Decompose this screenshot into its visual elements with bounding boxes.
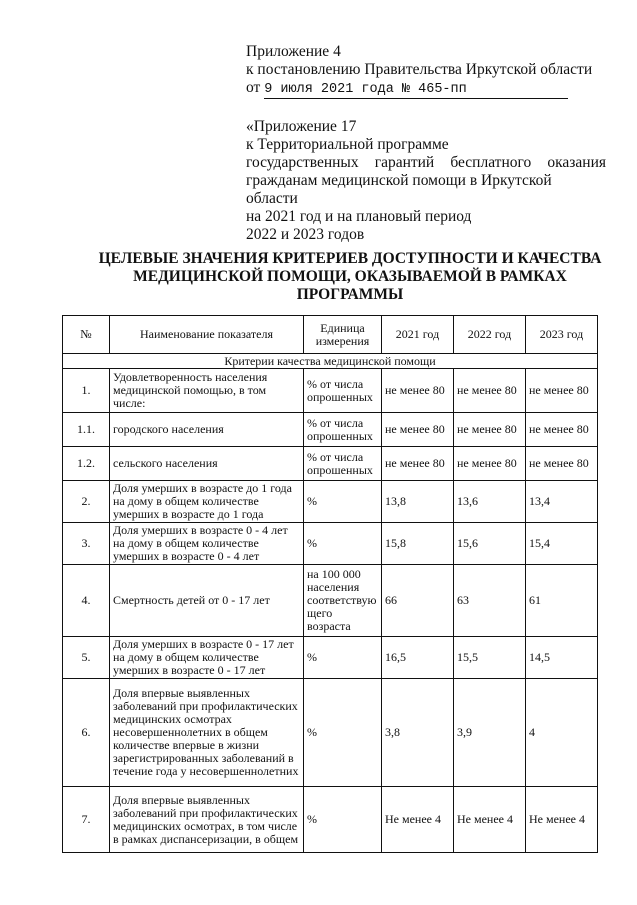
row-num: 3. (63, 523, 110, 565)
appendix-4-header (246, 43, 596, 99)
title-line1: ЦЕЛЕВЫЕ ЗНАЧЕНИЯ КРИТЕРИЕВ ДОСТУПНОСТИ И КАЧЕСТВА (98, 250, 602, 267)
row-unit: % от числа опрошенных (304, 369, 382, 413)
row-2022: Не менее 4 (454, 787, 526, 853)
row-2023: 4 (526, 679, 598, 787)
row-unit: % (304, 481, 382, 523)
title-line2: МЕДИЦИНСКОЙ ПОМОЩИ, ОКАЗЫВАЕМОЙ В РАМКАХ (133, 268, 567, 285)
row-2022: 63 (454, 565, 526, 637)
row-name: сельского населения (110, 447, 304, 481)
header-2023: 2023 год (526, 316, 598, 354)
table-row (63, 481, 598, 523)
row-num: 1.1. (63, 413, 110, 447)
appendix-resolution: к постановлению Правительства Иркутской области (246, 61, 593, 78)
table-row (63, 787, 598, 853)
header-2021: 2021 год (382, 316, 454, 354)
row-name: Доля впервые выявленных заболеваний при профилактических медицинских осмотрах, в том числе в рамках диспансеризации, в общем (110, 787, 304, 853)
row-2021: 3,8 (382, 679, 454, 787)
row-name: Доля впервые выявленных заболеваний при профилактических медицинских осмотрах несовершеннолетних в общем количестве впервые в жизни зарегистрированных заболеваний в течение года у несовершеннолетних (110, 679, 304, 787)
row-unit: % (304, 679, 382, 787)
row-2022: 13,6 (454, 481, 526, 523)
header-2022: 2022 год (454, 316, 526, 354)
appendix17-line4: гражданам медицинской помощи в Иркутской области (246, 172, 552, 207)
row-unit: % от числа опрошенных (304, 447, 382, 481)
row-name: Смертность детей от 0 - 17 лет (110, 565, 304, 637)
table-row (63, 413, 598, 447)
criteria-table (62, 315, 598, 853)
row-2023: не менее 80 (526, 413, 598, 447)
appendix-17-header (246, 118, 606, 244)
row-2022: не менее 80 (454, 413, 526, 447)
appendix-date-value: 9 июля 2021 года № 465-пп (264, 82, 568, 99)
section-row (63, 354, 598, 369)
row-name: Удовлетворенность населения медицинской помощью, в том числе: (110, 369, 304, 413)
row-unit: на 100 000 населения соответствую щего возраста (304, 565, 382, 637)
row-2021: 13,8 (382, 481, 454, 523)
header-num: № (63, 316, 110, 354)
row-unit: % (304, 787, 382, 853)
header-unit: Единица измерения (304, 316, 382, 354)
row-2022: 15,6 (454, 523, 526, 565)
row-2023: 61 (526, 565, 598, 637)
appendix17-line2: к Территориальной программе (246, 136, 449, 153)
table-row (63, 447, 598, 481)
appendix17-line5: на 2021 год и на плановый период (246, 208, 472, 225)
table-header-row (63, 316, 598, 354)
row-2021: 16,5 (382, 637, 454, 679)
header-name: Наименование показателя (110, 316, 304, 354)
table-row (63, 637, 598, 679)
row-2021: 66 (382, 565, 454, 637)
appendix17-line1: «Приложение 17 (246, 118, 357, 135)
row-2022: 3,9 (454, 679, 526, 787)
appendix17-line6: 2022 и 2023 годов (246, 226, 365, 243)
row-2021: Не менее 4 (382, 787, 454, 853)
row-num: 7. (63, 787, 110, 853)
row-2021: не менее 80 (382, 447, 454, 481)
table-row (63, 679, 598, 787)
appendix17-line3: государственных гарантий бесплатного оказания (246, 154, 606, 171)
row-num: 6. (63, 679, 110, 787)
appendix-date (246, 79, 596, 99)
row-2023: 15,4 (526, 523, 598, 565)
row-num: 4. (63, 565, 110, 637)
row-unit: % от числа опрошенных (304, 413, 382, 447)
row-num: 5. (63, 637, 110, 679)
row-2023: не менее 80 (526, 447, 598, 481)
row-2022: не менее 80 (454, 369, 526, 413)
row-2022: 15,5 (454, 637, 526, 679)
table-row (63, 369, 598, 413)
row-name: городского населения (110, 413, 304, 447)
row-2023: Не менее 4 (526, 787, 598, 853)
row-2021: не менее 80 (382, 369, 454, 413)
section-title: Критерии качества медицинской помощи (63, 354, 598, 369)
title-line3: ПРОГРАММЫ (296, 286, 404, 303)
row-num: 1. (63, 369, 110, 413)
appendix-title: Приложение 4 (246, 43, 341, 60)
row-unit: % (304, 637, 382, 679)
row-name: Доля умерших в возрасте до 1 года на дому в общем количестве умерших в возрасте до 1 года (110, 481, 304, 523)
row-num: 2. (63, 481, 110, 523)
row-num: 1.2. (63, 447, 110, 481)
row-name: Доля умерших в возрасте 0 - 17 лет на дому в общем количестве умерших в возрасте 0 - 17 лет (110, 637, 304, 679)
document-title (80, 250, 620, 304)
row-name: Доля умерших в возрасте 0 - 4 лет на дому в общем количестве умерших в возрасте 0 - 4 лет (110, 523, 304, 565)
row-2022: не менее 80 (454, 447, 526, 481)
row-2023: не менее 80 (526, 369, 598, 413)
row-2023: 13,4 (526, 481, 598, 523)
table-row (63, 565, 598, 637)
table-row (63, 523, 598, 565)
row-2023: 14,5 (526, 637, 598, 679)
row-unit: % (304, 523, 382, 565)
appendix-date-prefix: от (246, 79, 261, 96)
row-2021: не менее 80 (382, 413, 454, 447)
row-2021: 15,8 (382, 523, 454, 565)
